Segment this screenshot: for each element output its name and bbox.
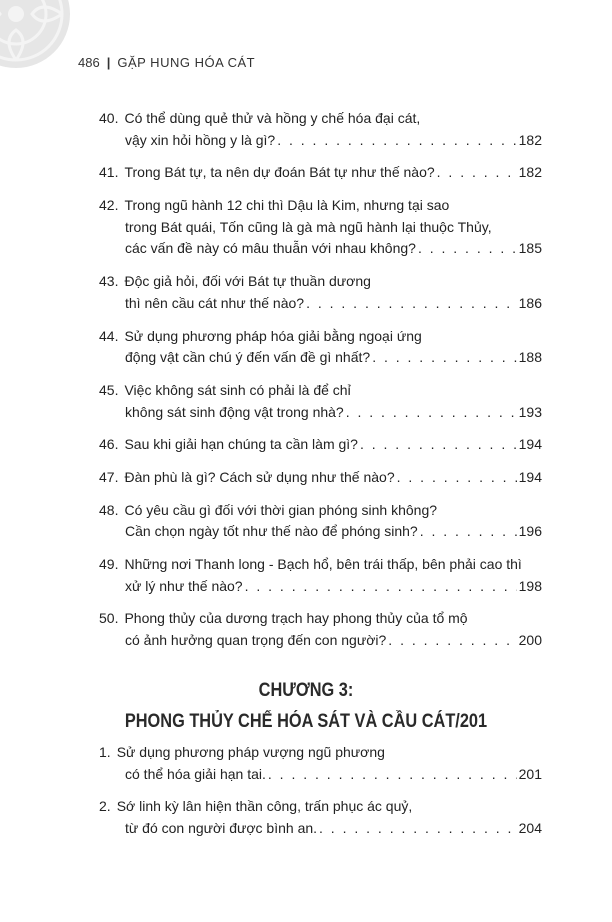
dot-leader xyxy=(245,576,517,598)
toc-entry-text: vậy xin hỏi hồng y là gì? xyxy=(125,131,276,148)
toc-entry-text: Có yêu cầu gì đối với thời gian phóng sinh không? xyxy=(124,501,438,518)
toc-entry-text: Việc không sát sinh có phải là để chỉ xyxy=(124,381,351,398)
toc-entry-number: 40. xyxy=(99,110,119,126)
toc-entry-text: có ảnh hưởng quan trọng đến con người? xyxy=(125,632,387,649)
toc-entry-page: 186 xyxy=(518,294,542,311)
toc-entry-page: 182 xyxy=(518,131,542,148)
toc-entry-page: 188 xyxy=(518,349,542,366)
toc-entry-line xyxy=(99,764,542,786)
toc-entry-text: Phong thủy của dương trạch hay phong thủy của tổ mộ xyxy=(124,610,468,627)
toc-list xyxy=(99,108,542,663)
toc-entry xyxy=(99,467,542,489)
toc-entry-text: Sử dụng phương pháp vượng ngũ phương xyxy=(116,744,385,760)
toc-entry-text: thì nên cầu cát như thế nào? xyxy=(125,294,305,311)
toc-entry-line xyxy=(99,796,542,818)
toc-entry-text: các vấn đề này có mâu thuẫn với nhau không? xyxy=(125,240,416,257)
toc-entry-line xyxy=(99,742,542,764)
toc-entry-text: Độc giả hỏi, đối với Bát tự thuần dương xyxy=(124,273,371,290)
toc-entry-line xyxy=(99,434,542,456)
toc-entry-line xyxy=(99,608,542,630)
dot-leader xyxy=(372,347,516,369)
toc-entry-number: 2. xyxy=(99,798,111,815)
running-header xyxy=(78,55,255,70)
toc-entry-page: 196 xyxy=(518,523,542,540)
toc-entry-number: 42. xyxy=(99,197,119,214)
toc-entry-text: xử lý như thế nào? xyxy=(125,577,243,594)
toc-entry xyxy=(99,162,542,184)
book-title: GẶP HUNG HÓA CÁT xyxy=(117,55,256,70)
page-number: 486 xyxy=(78,55,100,70)
toc-entry-line xyxy=(99,108,542,130)
toc-entry-page: 193 xyxy=(518,403,542,420)
toc-entry-number: 46. xyxy=(99,436,119,453)
toc-entry-line xyxy=(99,818,542,840)
toc-entry-text: động vật cần chú ý đến vấn đề gì nhất? xyxy=(125,349,371,366)
toc-entry-line xyxy=(99,162,542,184)
corner-ornament xyxy=(0,0,72,70)
dot-leader xyxy=(277,130,516,152)
toc-entry-text: Những nơi Thanh long - Bạch hổ, bên trái thấp, bên phải cao thì xyxy=(124,556,522,572)
toc-entry-page: 194 xyxy=(518,468,542,485)
toc-entry-number: 44. xyxy=(99,327,119,344)
toc-entry-line xyxy=(99,554,542,576)
toc-entry-page: 194 xyxy=(518,436,542,453)
toc-entry-page: 198 xyxy=(518,577,542,594)
toc-entry-text: Sau khi giải hạn chúng ta cần làm gì? xyxy=(124,436,358,453)
toc-entry-line xyxy=(99,380,542,402)
dot-leader xyxy=(437,162,517,184)
toc-entry-page: 204 xyxy=(518,820,542,837)
toc-entry xyxy=(99,554,542,597)
toc-entry-line xyxy=(99,347,542,369)
toc-entry-page: 201 xyxy=(518,765,542,782)
toc-entry-line xyxy=(99,217,542,239)
toc-entry-text: có thể hóa giải hạn tai. xyxy=(125,765,266,782)
dot-leader xyxy=(418,238,517,260)
toc-entry-number: 50. xyxy=(99,610,119,627)
toc-entry-line xyxy=(99,521,542,543)
toc-entry xyxy=(99,326,542,369)
toc-entry-number: 1. xyxy=(99,744,111,760)
dot-leader xyxy=(397,467,517,489)
chapter-title: PHONG THỦY CHẾ HÓA SÁT VÀ CẦU CÁT/201 xyxy=(124,711,488,732)
toc-entry-line xyxy=(99,630,542,652)
toc-entry-number: 43. xyxy=(99,273,119,290)
toc-entry xyxy=(99,742,542,785)
toc-entry-line xyxy=(99,326,542,348)
dot-leader xyxy=(268,764,517,786)
toc-entry xyxy=(99,434,542,456)
toc-entry-line xyxy=(99,467,542,489)
toc-entry-text: Sớ linh kỳ lân hiện thần công, trấn phục ác quỷ, xyxy=(116,798,413,815)
toc-entry xyxy=(99,796,542,839)
toc-entry xyxy=(99,608,542,651)
toc-entry xyxy=(99,271,542,314)
dot-leader xyxy=(306,293,517,315)
toc-entry-line xyxy=(99,293,542,315)
dot-leader xyxy=(388,630,516,652)
toc-entry-page: 182 xyxy=(518,164,542,181)
header-separator: | xyxy=(106,55,111,70)
toc-entry-line xyxy=(99,402,542,424)
toc-entry-page: 185 xyxy=(518,240,542,257)
dot-leader xyxy=(360,434,517,456)
toc-entry-text: Trong ngũ hành 12 chi thì Dậu là Kim, nhưng tại sao xyxy=(124,197,450,214)
toc-entry-text: trong Bát quái, Tốn cũng là gà mà ngũ hành lại thuộc Thủy, xyxy=(125,218,492,235)
toc-entry-line xyxy=(99,271,542,293)
toc-entry xyxy=(99,195,542,260)
toc-entry-page: 200 xyxy=(518,632,542,649)
toc-entry xyxy=(99,380,542,423)
dot-leader xyxy=(319,818,517,840)
toc-entry-line xyxy=(99,130,542,152)
toc-entry-number: 47. xyxy=(99,468,119,485)
dot-leader xyxy=(346,402,517,424)
toc-entry-line xyxy=(99,500,542,522)
toc-entry xyxy=(99,108,542,151)
toc-entry-text: Đàn phù là gì? Cách sử dụng như thế nào? xyxy=(124,468,395,485)
chapter-label: CHƯƠNG 3: xyxy=(258,680,354,701)
toc-entry-text: Trong Bát tự, ta nên dự đoán Bát tự như thế nào? xyxy=(124,164,435,181)
toc-entry-text: Có thể dùng quẻ thử và hồng y chế hóa đại cát, xyxy=(124,110,421,126)
toc-entry-line xyxy=(99,195,542,217)
toc-entry-number: 41. xyxy=(99,164,119,181)
toc-entry-text: từ đó con người được bình an. xyxy=(125,820,318,837)
toc-list-chapter-3 xyxy=(99,742,542,851)
toc-entry-line xyxy=(99,238,542,260)
toc-entry xyxy=(99,500,542,543)
toc-entry-number: 49. xyxy=(99,556,119,572)
toc-entry-number: 48. xyxy=(99,501,119,518)
dot-leader xyxy=(420,521,517,543)
toc-entry-text: không sát sinh động vật trong nhà? xyxy=(125,403,344,420)
toc-entry-text: Sử dụng phương pháp hóa giải bằng ngoại ứng xyxy=(124,327,422,344)
toc-entry-text: Cần chọn ngày tốt như thế nào để phóng sinh? xyxy=(125,523,418,540)
toc-entry-line xyxy=(99,576,542,598)
toc-entry-number: 45. xyxy=(99,381,119,398)
